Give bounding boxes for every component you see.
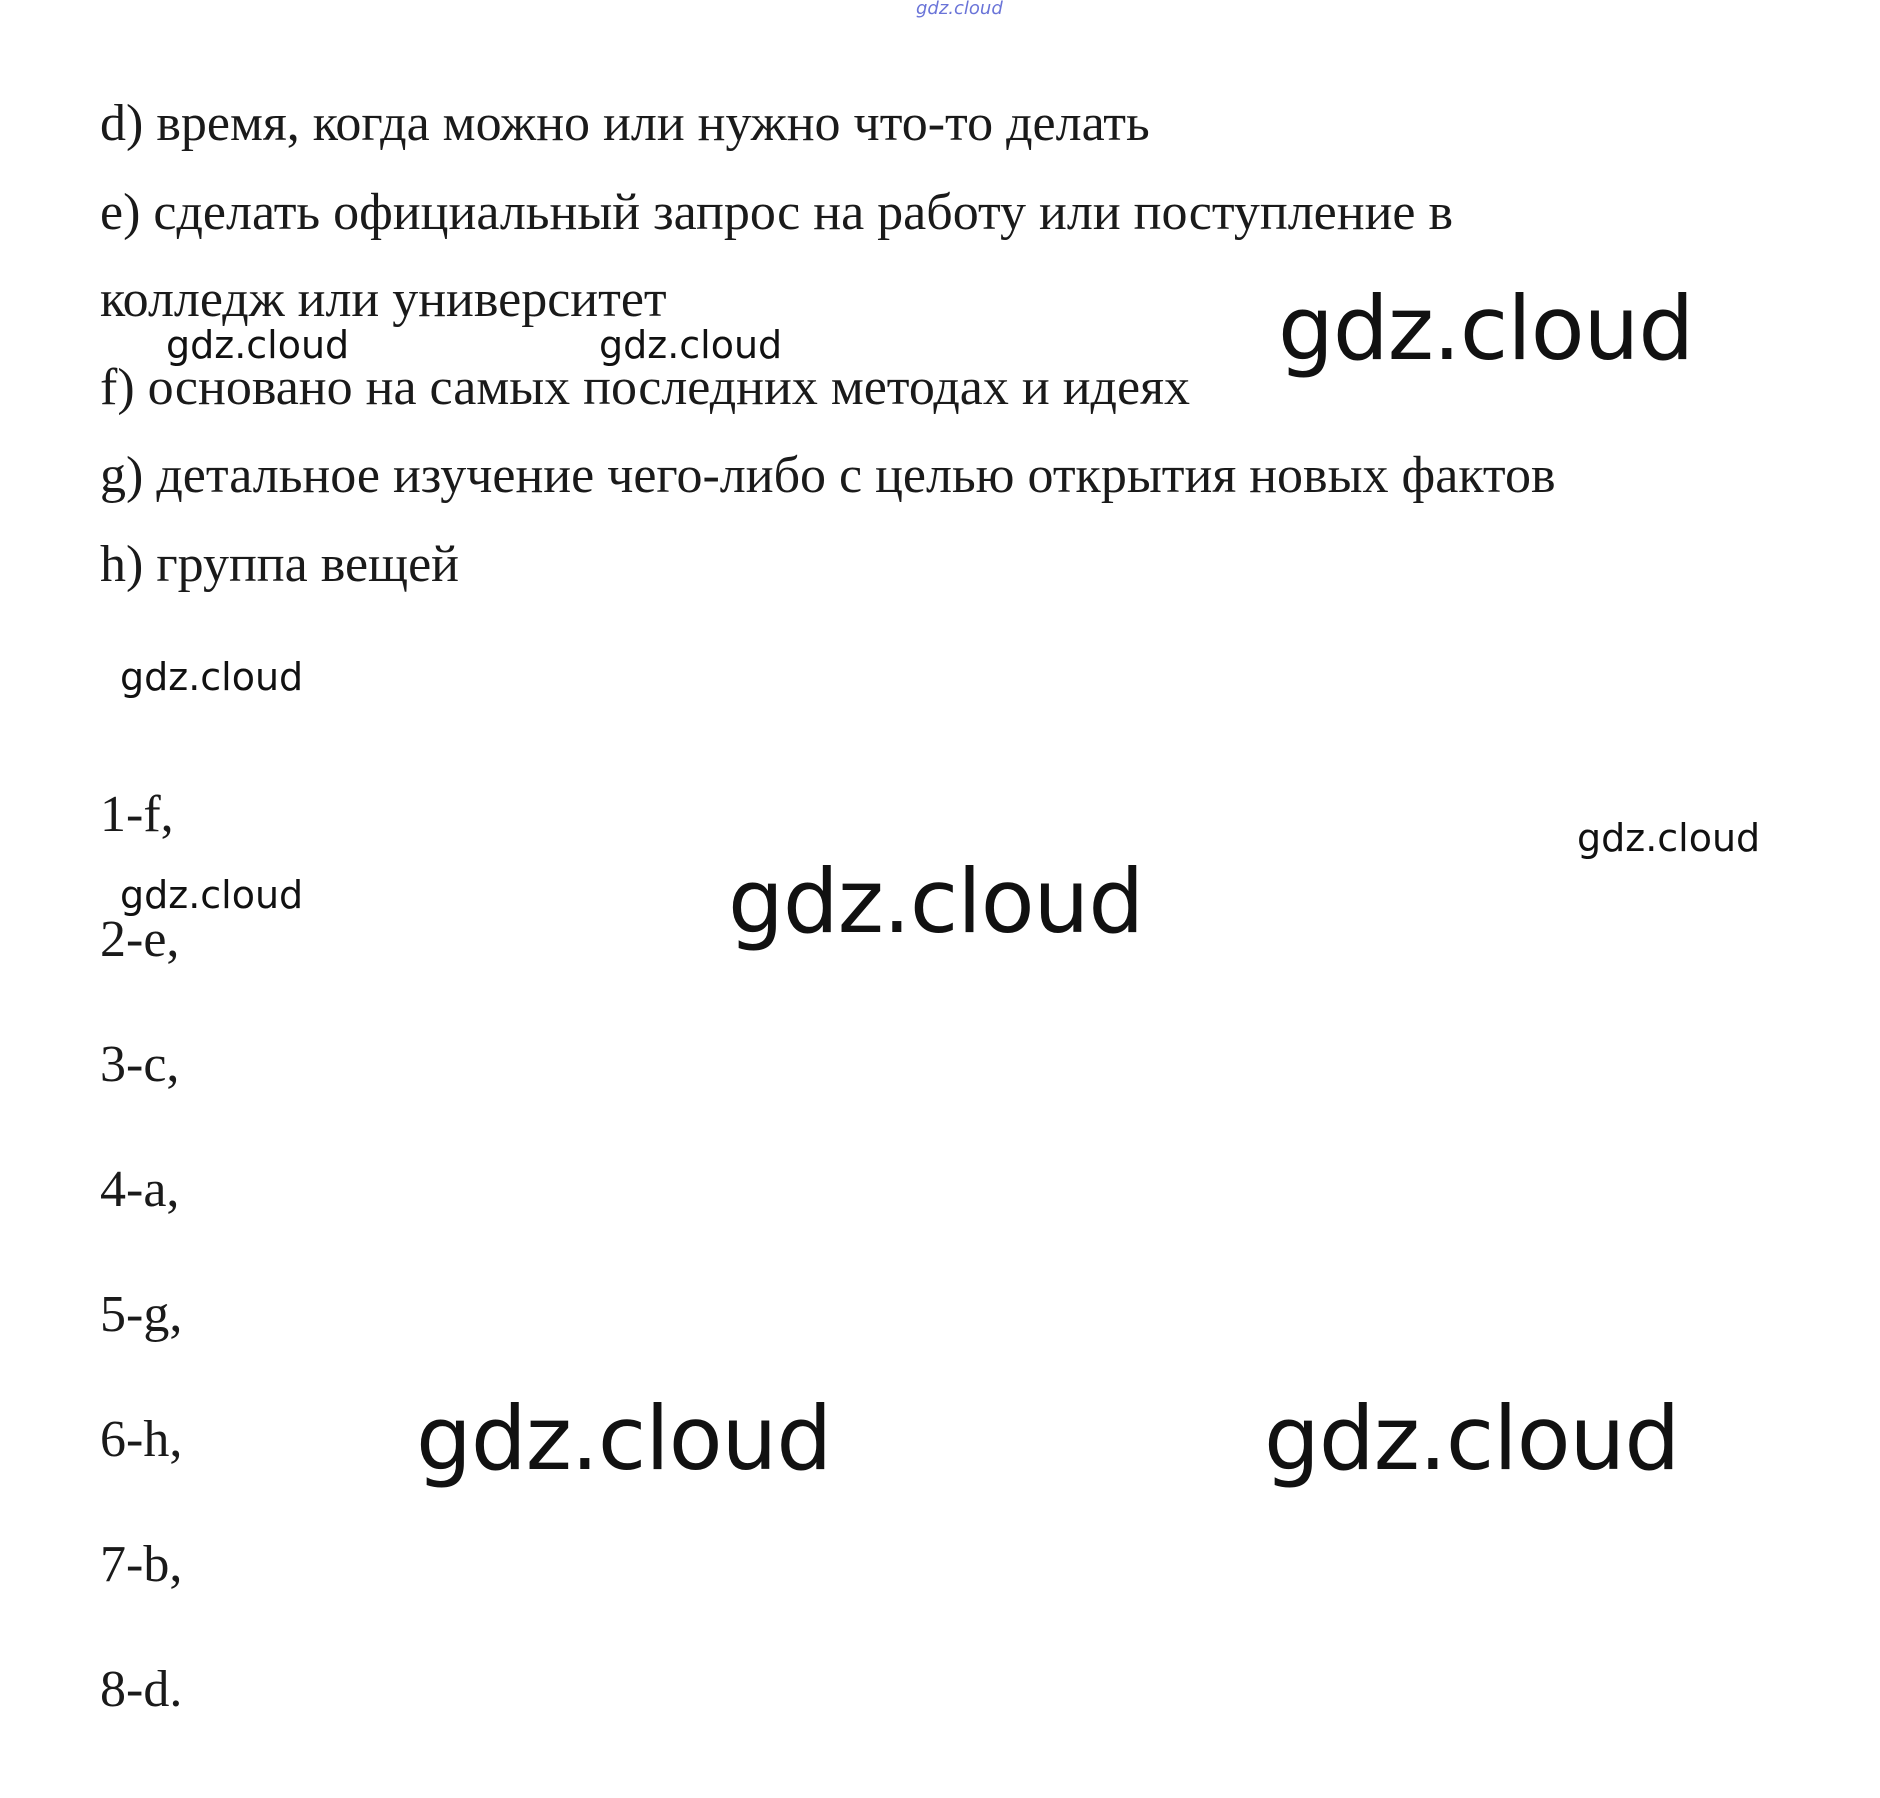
answer-1: 1-f, [100, 786, 174, 843]
watermark-8: gdz.cloud [416, 1387, 832, 1490]
answer-8: 8-d. [100, 1661, 183, 1718]
answer-6: 6-h, [100, 1411, 183, 1468]
watermark-9: gdz.cloud [1264, 1387, 1680, 1490]
definition-h: h) группа вещей [100, 536, 459, 593]
definition-g: g) детальное изучение чего-либо с целью открытия новых фактов [100, 447, 1556, 504]
definition-d: d) время, когда можно или нужно что-то делать [100, 95, 1150, 152]
watermark-3: gdz.cloud [1278, 277, 1694, 380]
answer-5: 5-g, [100, 1286, 183, 1343]
answer-7: 7-b, [100, 1536, 183, 1593]
definition-e: e) сделать официальный запрос на работу или поступление в [100, 184, 1454, 241]
watermark-4: gdz.cloud [120, 655, 304, 699]
watermark-2: gdz.cloud [599, 323, 783, 367]
watermark-top: gdz.cloud [916, 0, 1003, 19]
answer-4: 4-a, [100, 1161, 180, 1218]
watermark-5: gdz.cloud [1577, 816, 1761, 860]
answer-2: 2-e, [100, 911, 180, 968]
watermark-7: gdz.cloud [728, 850, 1144, 953]
definition-e-continued: колледж или университет [100, 271, 667, 328]
answer-3: 3-c, [100, 1036, 180, 1093]
watermark-6: gdz.cloud [120, 873, 304, 917]
definition-f: f) основано на самых последних методах и идеях [100, 359, 1190, 416]
watermark-1: gdz.cloud [166, 323, 350, 367]
